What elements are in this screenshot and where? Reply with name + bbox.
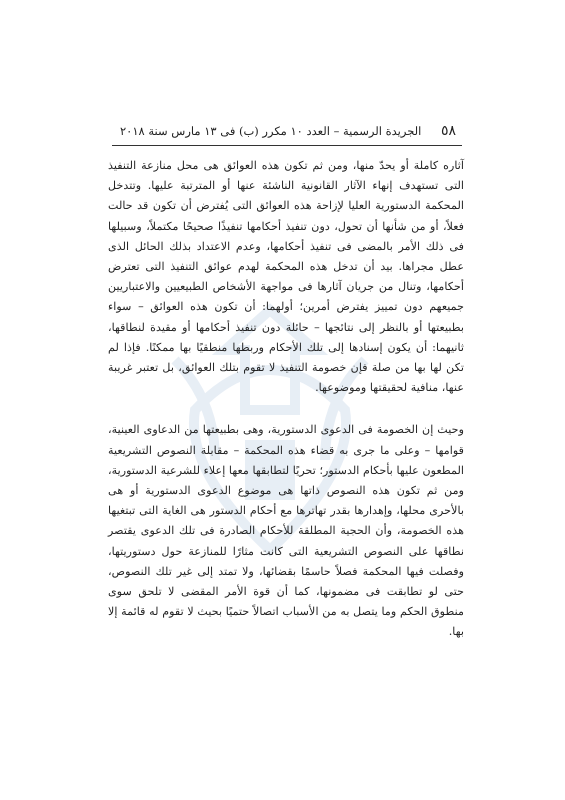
document-body <box>108 156 464 643</box>
page-header <box>120 119 456 143</box>
gazette-title: الجريدة الرسمية – العدد ١٠ مكرر (ب) فى ١٣ مارس سنة ٢٠١٨ <box>120 124 422 138</box>
page-number: ٥٨ <box>440 123 456 139</box>
header-divider <box>112 145 462 146</box>
body-paragraph: آثاره كاملة أو يحدّ منها، ومن ثم تكون هذه العوائق هى محل منازعة التنفيذ التى تستهدف إنهاء الآثار القانونية الناشئة عنها أو المترتبة عليها. وتتدخل المحكمة الدستورية العليا لإزاحة هذه العوائق التى يُفترض أن تكون قد حالت فعلاً، أو من شأنها أن تحول، دون تنفيذ أحكامها تنفيذًا صحيحًا مكتملاً، وسبيلها فى ذلك الأمر بالمضى فى تنفيذ أحكامها، وعدم الاعتداد بذلك الحائل الذى عطل مجراها. بيد أن تدخل هذه المحكمة لهدم عوائق التنفيذ التى تعترض أحكامها، وتنال من جريان آثارها فى مواجهة الأشخاص الطبيعيين والاعتباريين جميعهم دون تمييز يفترض أمرين؛ أولهما: أن تكون هذه العوائق – سواء بطبيعتها أو بالنظر إلى نتائجها – حائلة دون تنفيذ أحكامها أو مقيدة لنطاقها، ثانيهما: أن يكون إسنادها إلى تلك الأحكام وربطها منطقيًا بها ممكنًا. فإذا لم تكن لها بها من صلة فإن خصومة التنفيذ لا تقوم بتلك العوائق، بل تعتبر غريبة عنها، منافية لحقيقتها وموضوعها. <box>108 159 464 395</box>
body-paragraph: وحيث إن الخصومة فى الدعوى الدستورية، وهى بطبيعتها من الدعاوى العينية، قوامها – وعلى ما جرى به قضاء هذه المحكمة – مقابلة النصوص التشريعية المطعون عليها بأحكام الدستور؛ تحريًا لتطابقها معها إعلاء للشرعية الدستورية، ومن ثم تكون هذه النصوص ذاتها هى موضوع الدعوى الدستورية أو هى بالأحرى محلها، وإهدارها بقدر تهاترها مع أحكام الدستور هى الغاية التى تبتغيها هذه الخصومة، وأن الحجية المطلقة للأحكام الصادرة فى تلك الدعوى يقتصر نطاقها على النصوص التشريعية التى كانت مثارًا للمنازعة حول دستوريتها، وفصلت فيها المحكمة فصلاً حاسمًا بقضائها، ولا تمتد إلى غير تلك النصوص، حتى لو تطابقت فى مضمونها، كما أن قوة الأمر المقضى لا تلحق سوى منطوق الحكم وما يتصل به من الأسباب اتصالاً حتميًا بحيث لا تقوم له قائمة إلا بها. <box>108 423 464 639</box>
